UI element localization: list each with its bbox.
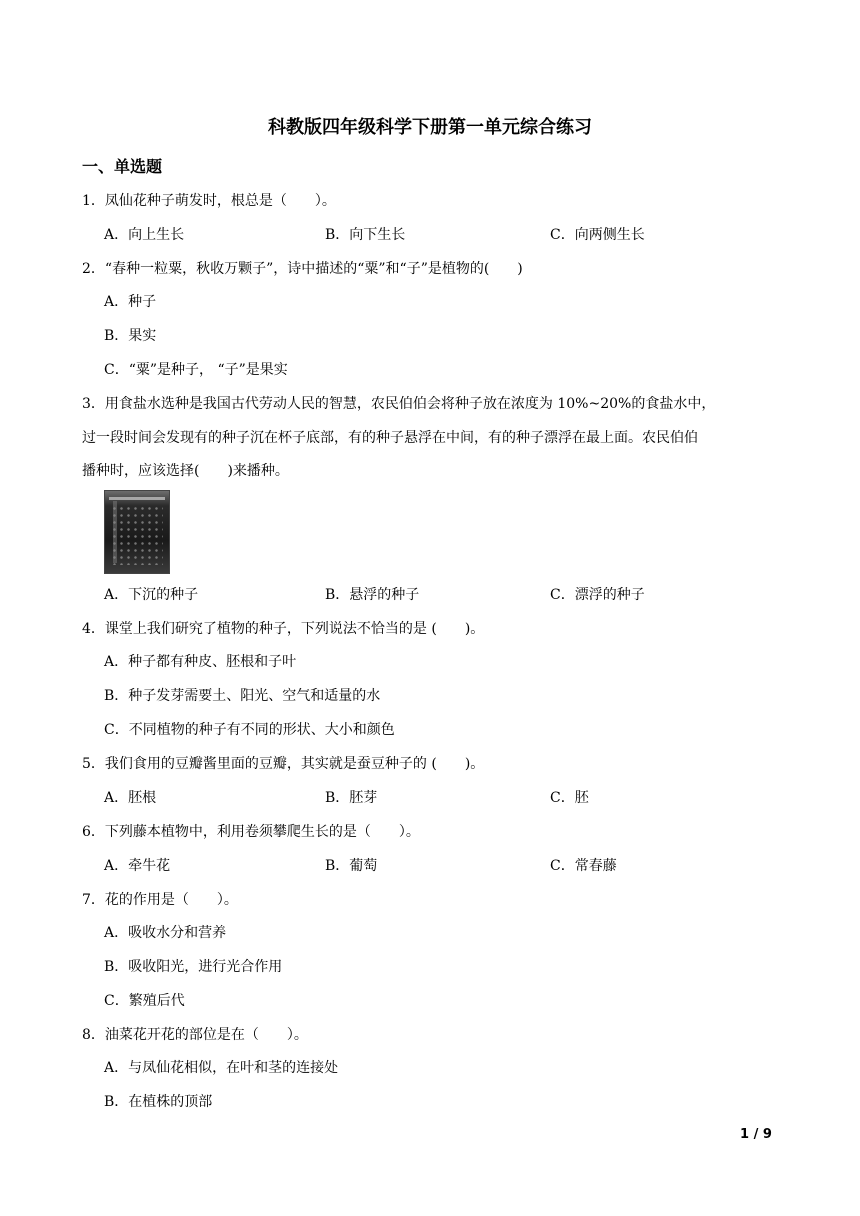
question-8: 8．油菜花开花的部位是在（ ）。: [82, 1027, 308, 1043]
q7-option-c: C．繁殖后代: [104, 993, 185, 1009]
q5-option-c: C．胚: [550, 790, 589, 806]
page-title: 科教版四年级科学下册第一单元综合练习: [268, 117, 592, 138]
q5-option-b: B．胚芽: [325, 790, 378, 806]
page-number: 1 / 9: [740, 1127, 772, 1142]
q4-option-c: C．不同植物的种子有不同的形状、大小和颜色: [104, 722, 395, 738]
q6-option-c: C．常春藤: [550, 858, 617, 874]
q1-option-a: A．向上生长: [104, 227, 185, 243]
q3-option-b: B．悬浮的种子: [325, 587, 420, 603]
q3-option-a: A．下沉的种子: [104, 587, 199, 603]
question-2: 2．“春种一粒粟，秋收万颗子”，诗中描述的“粟”和“子”是植物的( ): [82, 261, 523, 277]
q1-option-b: B．向下生长: [325, 227, 406, 243]
question-4: 4．课堂上我们研究了植物的种子，下列说法不恰当的是 ( )。: [82, 621, 485, 637]
q4-option-b: B．种子发芽需要土、阳光、空气和适量的水: [104, 688, 381, 704]
q7-option-a: A．吸收水分和营养: [104, 925, 227, 941]
q8-option-a: A．与凤仙花相似，在叶和茎的连接处: [104, 1060, 339, 1076]
question-3-line-3: 播种时，应该选择( )来播种。: [82, 463, 289, 479]
question-3-line-1: 3．用食盐水选种是我国古代劳动人民的智慧，农民伯伯会将种子放在浓度为 10%~20%的食盐水中，: [82, 396, 716, 412]
question-7: 7．花的作用是（ ）。: [82, 892, 238, 908]
question-6: 6．下列藤本植物中，利用卷须攀爬生长的是（ ）。: [82, 824, 420, 840]
question-1: 1．凤仙花种子萌发时，根总是（ ）。: [82, 193, 336, 209]
q7-option-b: B．吸收阳光，进行光合作用: [104, 959, 283, 975]
q4-option-a: A．种子都有种皮、胚根和子叶: [104, 654, 297, 670]
q3-option-c: C．漂浮的种子: [550, 587, 645, 603]
q5-option-a: A．胚根: [104, 790, 157, 806]
q6-option-a: A．牵牛花: [104, 858, 171, 874]
q2-option-a: A．种子: [104, 294, 157, 310]
section-heading: 一、单选题: [82, 157, 163, 176]
question-5: 5．我们食用的豆瓣酱里面的豆瓣，其实就是蚕豆种子的 ( )。: [82, 756, 485, 772]
q2-option-b: B．果实: [104, 328, 157, 344]
salt-water-seed-photo: [104, 490, 170, 574]
q1-option-c: C．向两侧生长: [550, 227, 645, 243]
question-3-line-2: 过一段时间会发现有的种子沉在杯子底部，有的种子悬浮在中间，有的种子漂浮在最上面。农民伯伯: [82, 430, 698, 446]
q6-option-b: B．葡萄: [325, 858, 378, 874]
q8-option-b: B．在植株的顶部: [104, 1094, 213, 1110]
q2-option-c: C．“粟”是种子， “子”是果实: [104, 362, 288, 378]
